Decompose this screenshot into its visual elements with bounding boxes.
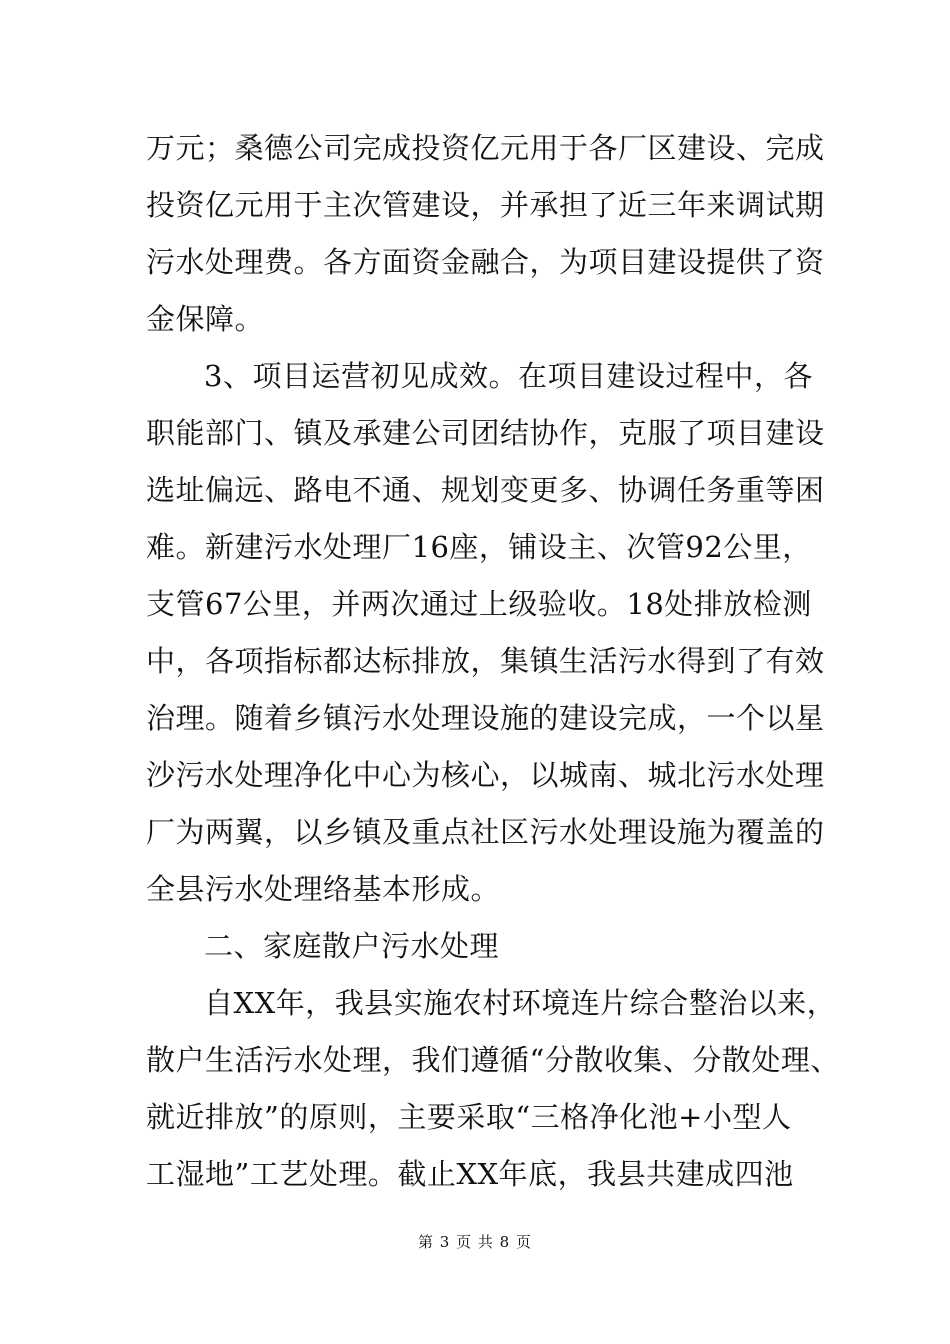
text-line: 厂为两翼，以乡镇及重点社区污水处理设施为覆盖的	[146, 815, 825, 849]
text-line: 散户生活污水处理，我们遵循“分散收集、分散处理、	[146, 1043, 840, 1077]
text-line: 金保障。	[146, 302, 265, 336]
text-line: 污水处理费。各方面资金融合，为项目建设提供了资	[146, 245, 825, 279]
text-line: 难。新建污水处理厂16座，铺设主、次管92公里，	[146, 530, 812, 564]
section-heading: 二、家庭散户污水处理	[204, 929, 500, 963]
text-line: 沙污水处理净化中心为核心，以城南、城北污水处理	[146, 758, 825, 792]
text-line: 3、项目运营初见成效。在项目建设过程中，各	[204, 359, 813, 393]
text-line: 职能部门、镇及承建公司团结协作，克服了项目建设	[146, 416, 825, 450]
text-line: 选址偏远、路电不通、规划变更多、协调任务重等困	[146, 473, 825, 507]
text-line: 支管67公里，并两次通过上级验收。18处排放检测	[146, 587, 812, 621]
text-line: 就近排放”的原则，主要采取“三格净化池+小型人	[146, 1100, 792, 1134]
text-line: 中，各项指标都达标排放，集镇生活污水得到了有效	[146, 644, 825, 678]
text-line: 万元；桑德公司完成投资亿元用于各厂区建设、完成	[146, 131, 825, 165]
text-line: 全县污水处理络基本形成。	[146, 872, 501, 906]
text-line: 治理。随着乡镇污水处理设施的建设完成，一个以星	[146, 701, 825, 735]
text-line: 工湿地”工艺处理。截止XX年底，我县共建成四池	[146, 1157, 794, 1191]
text-line: 自XX年，我县实施农村环境连片综合整治以来，	[204, 986, 837, 1020]
page-number-footer: 第 3 页 共 8 页	[418, 1233, 532, 1251]
text-line: 投资亿元用于主次管建设，并承担了近三年来调试期	[146, 188, 825, 222]
